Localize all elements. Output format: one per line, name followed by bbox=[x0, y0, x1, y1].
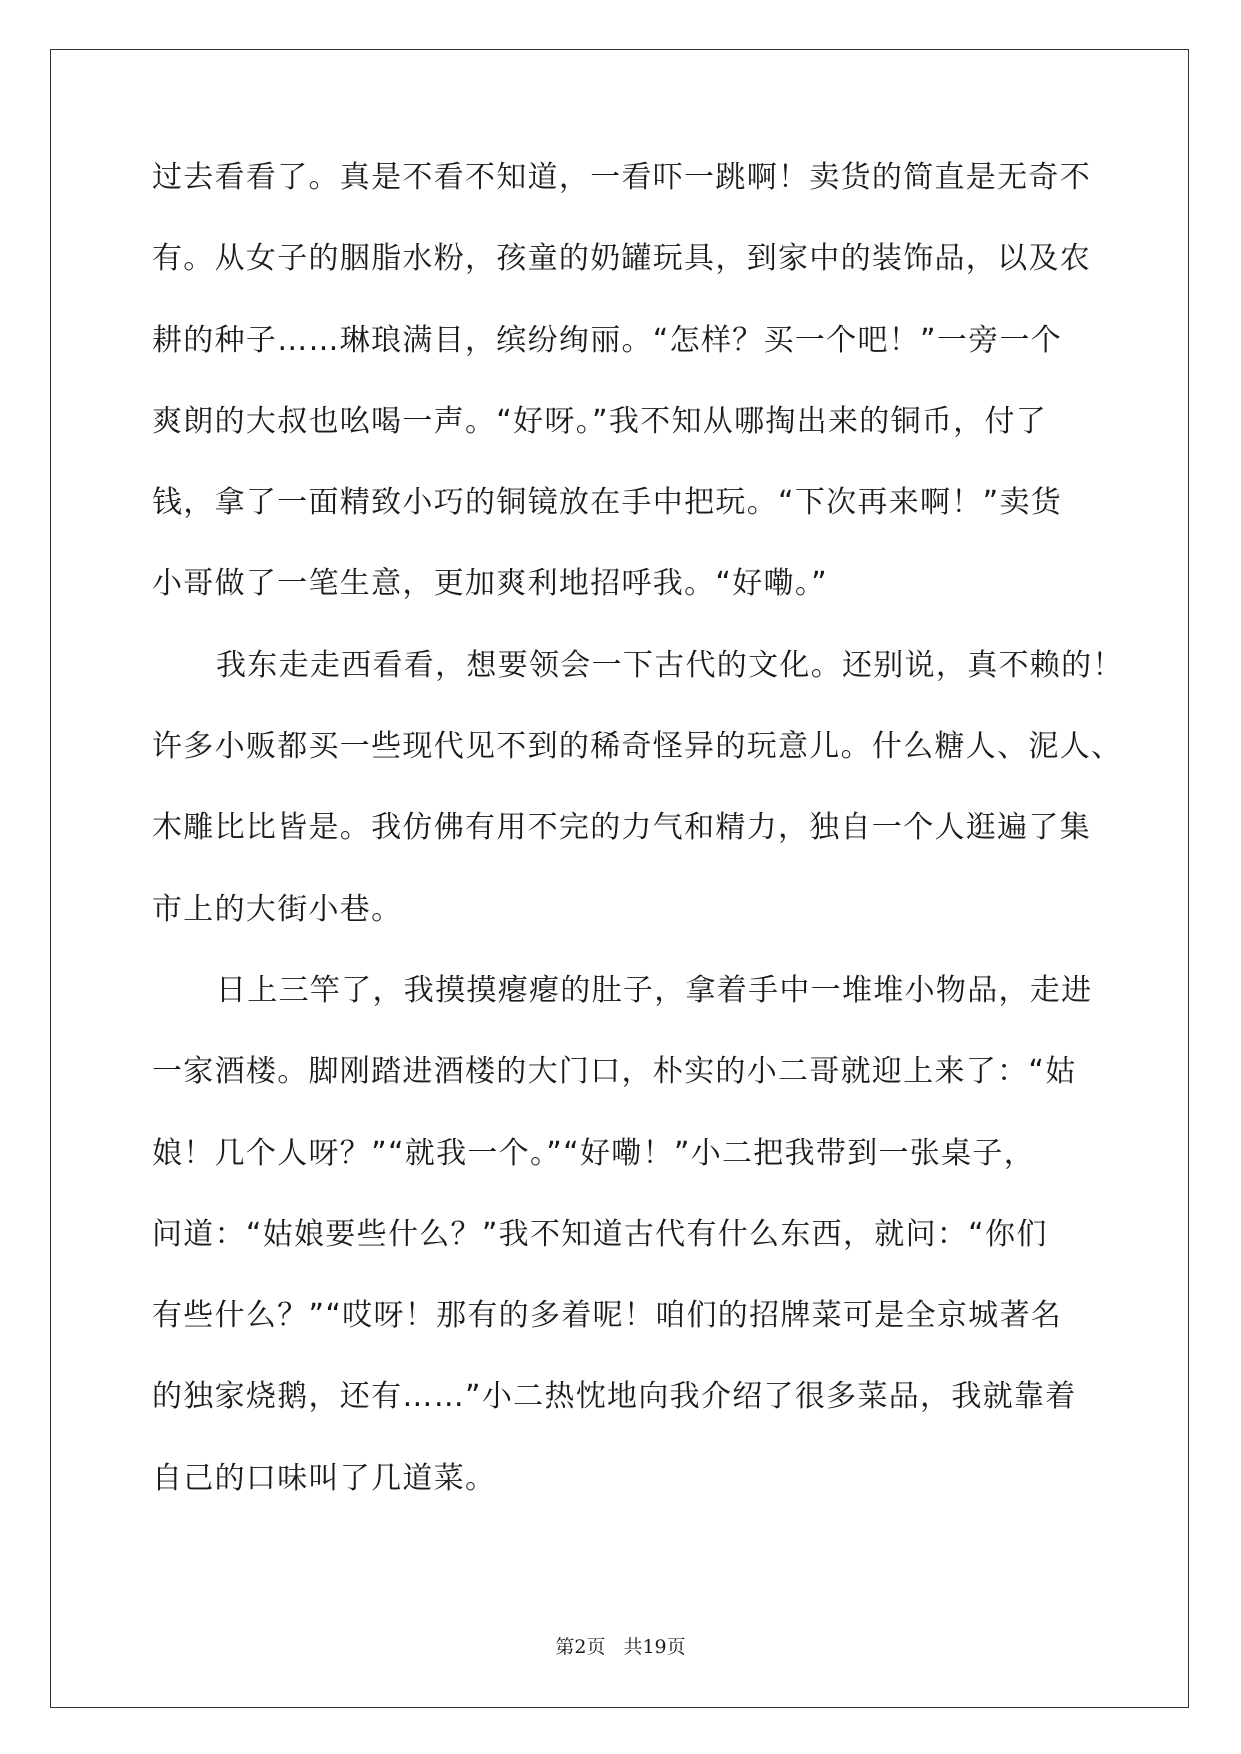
page-footer bbox=[0, 1632, 1241, 1659]
text-line: 问道：“姑娘要些什么？”我不知道古代有什么东西，就问：“你们 bbox=[152, 1216, 1048, 1252]
text-line: 耕的种子……琳琅满目，缤纷绚丽。“怎样？买一个吧！”一旁一个 bbox=[152, 322, 1063, 358]
text-line: 过去看看了。真是不看不知道，一看吓一跳啊！卖货的简直是无奇不 bbox=[152, 160, 1091, 195]
current-page-number: 第2页 bbox=[555, 1636, 606, 1658]
document-body bbox=[152, 158, 1124, 1540]
text-line: 许多小贩都买一些现代见不到的稀奇怪异的玩意儿。什么糖人、泥人、 bbox=[152, 729, 1123, 765]
text-line: 有。从女子的胭脂水粉，孩童的奶罐玩具，到家中的装饰品，以及农 bbox=[152, 241, 1091, 277]
text-line: 小哥做了一笔生意，更加爽利地招呼我。“好嘞。” bbox=[152, 566, 828, 602]
text-line: 木雕比比皆是。我仿佛有用不完的力气和精力，独自一个人逛遍了集 bbox=[152, 810, 1091, 846]
text-line: 市上的大街小巷。 bbox=[152, 891, 403, 927]
text-line: 有些什么？”“哎呀！那有的多着呢！咱们的招牌菜可是全京城著名 bbox=[152, 1298, 1063, 1334]
total-page-count: 共19页 bbox=[623, 1636, 686, 1658]
text-line: 一家酒楼。脚刚踏进酒楼的大门口，朴实的小二哥就迎上来了：“姑 bbox=[152, 1054, 1077, 1090]
paragraph-start-line: 我东走走西看看，想要领会一下古代的文化。还别说，真不赖的！ bbox=[216, 647, 1124, 683]
paragraph-start-line: 日上三竿了，我摸摸瘪瘪的肚子，拿着手中一堆堆小物品，走进 bbox=[216, 972, 1093, 1008]
text-line: 娘！几个人呀？”“就我一个。”“好嘞！”小二把我带到一张桌子， bbox=[152, 1135, 1036, 1171]
text-line: 的独家烧鹅，还有……”小二热忱地向我介绍了很多菜品，我就靠着 bbox=[152, 1379, 1077, 1415]
text-line: 自己的口味叫了几道菜。 bbox=[152, 1460, 497, 1496]
text-line: 爽朗的大叔也吆喝一声。“好呀。”我不知从哪掏出来的铜币，付了 bbox=[152, 403, 1048, 439]
text-line: 钱，拿了一面精致小巧的铜镜放在手中把玩。“下次再来啊！”卖货 bbox=[152, 485, 1063, 521]
